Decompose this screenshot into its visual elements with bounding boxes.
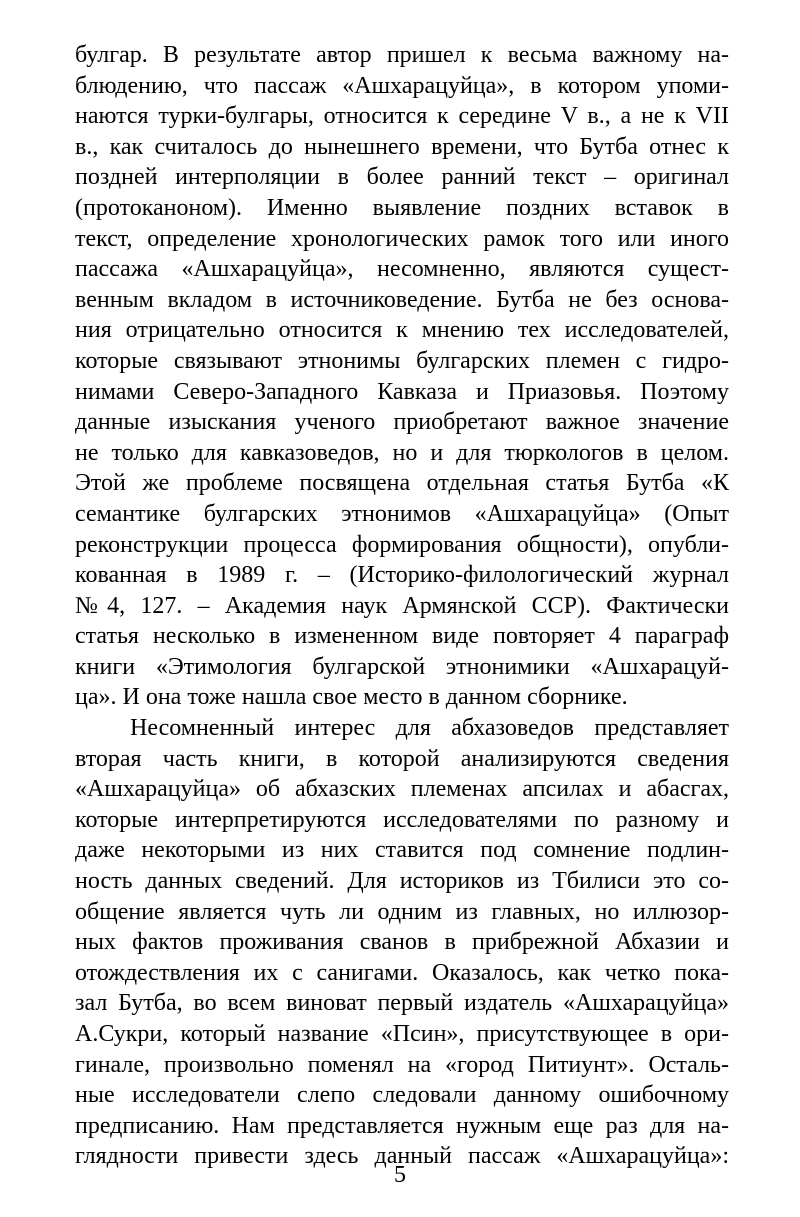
text-line: Этой же проблеме посвящена отдельная статья Бутба «К (75, 470, 729, 497)
text-line: семантике булгарских этнонимов «Ашхарацуйца» (Опыт (75, 500, 729, 527)
text-line: глядности привести здесь данный пассаж «Ашхарацуйца»: (75, 1143, 729, 1170)
text-line: булгар. В результате автор пришел к весьма важному на- (75, 42, 729, 68)
text-line: даже некоторыми из них ставится под сомнение подлин- (75, 837, 729, 864)
text-line: наются турки-булгары, относится к середине V в., а не к VII (75, 103, 729, 130)
text-line: №4, 127. – Академия наук Армянской ССР). Фактически (75, 592, 729, 619)
text-line: гинале, произвольно поменял на «город Питиунт». Осталь- (75, 1051, 729, 1078)
text-line: «Ашхарацуйца» об абхазских племенах апсилах и абасгах, (75, 776, 729, 803)
text-line: общение является чуть ли одним из главных, но иллюзор- (75, 898, 729, 925)
text-line: нимами Северо-Западного Кавказа и Приазовья. Поэтому (75, 378, 729, 405)
text-line: реконструкции процесса формирования общности), опубли- (75, 531, 729, 558)
text-line: ца». И она тоже нашла свое место в данном сборнике. (75, 684, 628, 711)
text-line: поздней интерполяции в более ранний текст – оригинал (75, 164, 729, 191)
text-line: Несомненный интерес для абхазоведов представляет (130, 715, 729, 742)
text-line: ные исследователи слепо следовали данному ошибочному (75, 1082, 729, 1109)
text-line: предписанию. Нам представляется нужным еще раз для на- (75, 1112, 729, 1139)
paragraph (75, 713, 729, 1172)
page-body (75, 40, 729, 1172)
text-line: в., как считалось до нынешнего времени, что Бутба отнес к (75, 133, 729, 160)
text-line: которые интерпретируются исследователями по разному и (75, 806, 729, 833)
text-line: книги «Этимология булгарской этнонимики «Ашхарацуй- (75, 653, 729, 680)
text-line: ния отрицательно относится к мнению тех исследователей, (75, 317, 729, 344)
text-line: отождествления их с санигами. Оказалось, как четко пока- (75, 959, 729, 986)
page-number: 5 (394, 1162, 406, 1188)
text-line: вторая часть книги, в которой анализируются сведения (75, 745, 729, 772)
text-line: кованная в 1989 г. – (Историко-филологический журнал (75, 562, 729, 589)
text-line: текст, определение хронологических рамок того или иного (75, 225, 729, 252)
text-line: данные изыскания ученого приобретают важное значение (75, 409, 729, 436)
text-line: А.Сукри, который название «Псин», присутствующее в ори- (75, 1021, 729, 1047)
text-line: ных фактов проживания сванов в прибрежной Абхазии и (75, 929, 729, 956)
text-line: блюдению, что пассаж «Ашхарацуйца», в котором упоми- (75, 72, 729, 99)
text-line: не только для кавказоведов, но и для тюркологов в целом. (75, 439, 729, 466)
text-line: пассажа «Ашхарацуйца», несомненно, являются сущест- (75, 256, 729, 283)
text-line: статья несколько в измененном виде повторяет 4 параграф (75, 623, 729, 650)
paragraph (75, 40, 729, 713)
text-line: зал Бутба, во всем виноват первый издатель «Ашхарацуйца» (75, 990, 729, 1017)
text-line: которые связывают этнонимы булгарских племен с гидро- (75, 347, 729, 374)
text-line: (протоканоном). Именно выявление поздних вставок в (75, 194, 729, 221)
text-line: ность данных сведений. Для историков из Тбилиси это со- (75, 868, 729, 895)
text-line: венным вкладом в источниковедение. Бутба не без основа- (75, 286, 729, 313)
